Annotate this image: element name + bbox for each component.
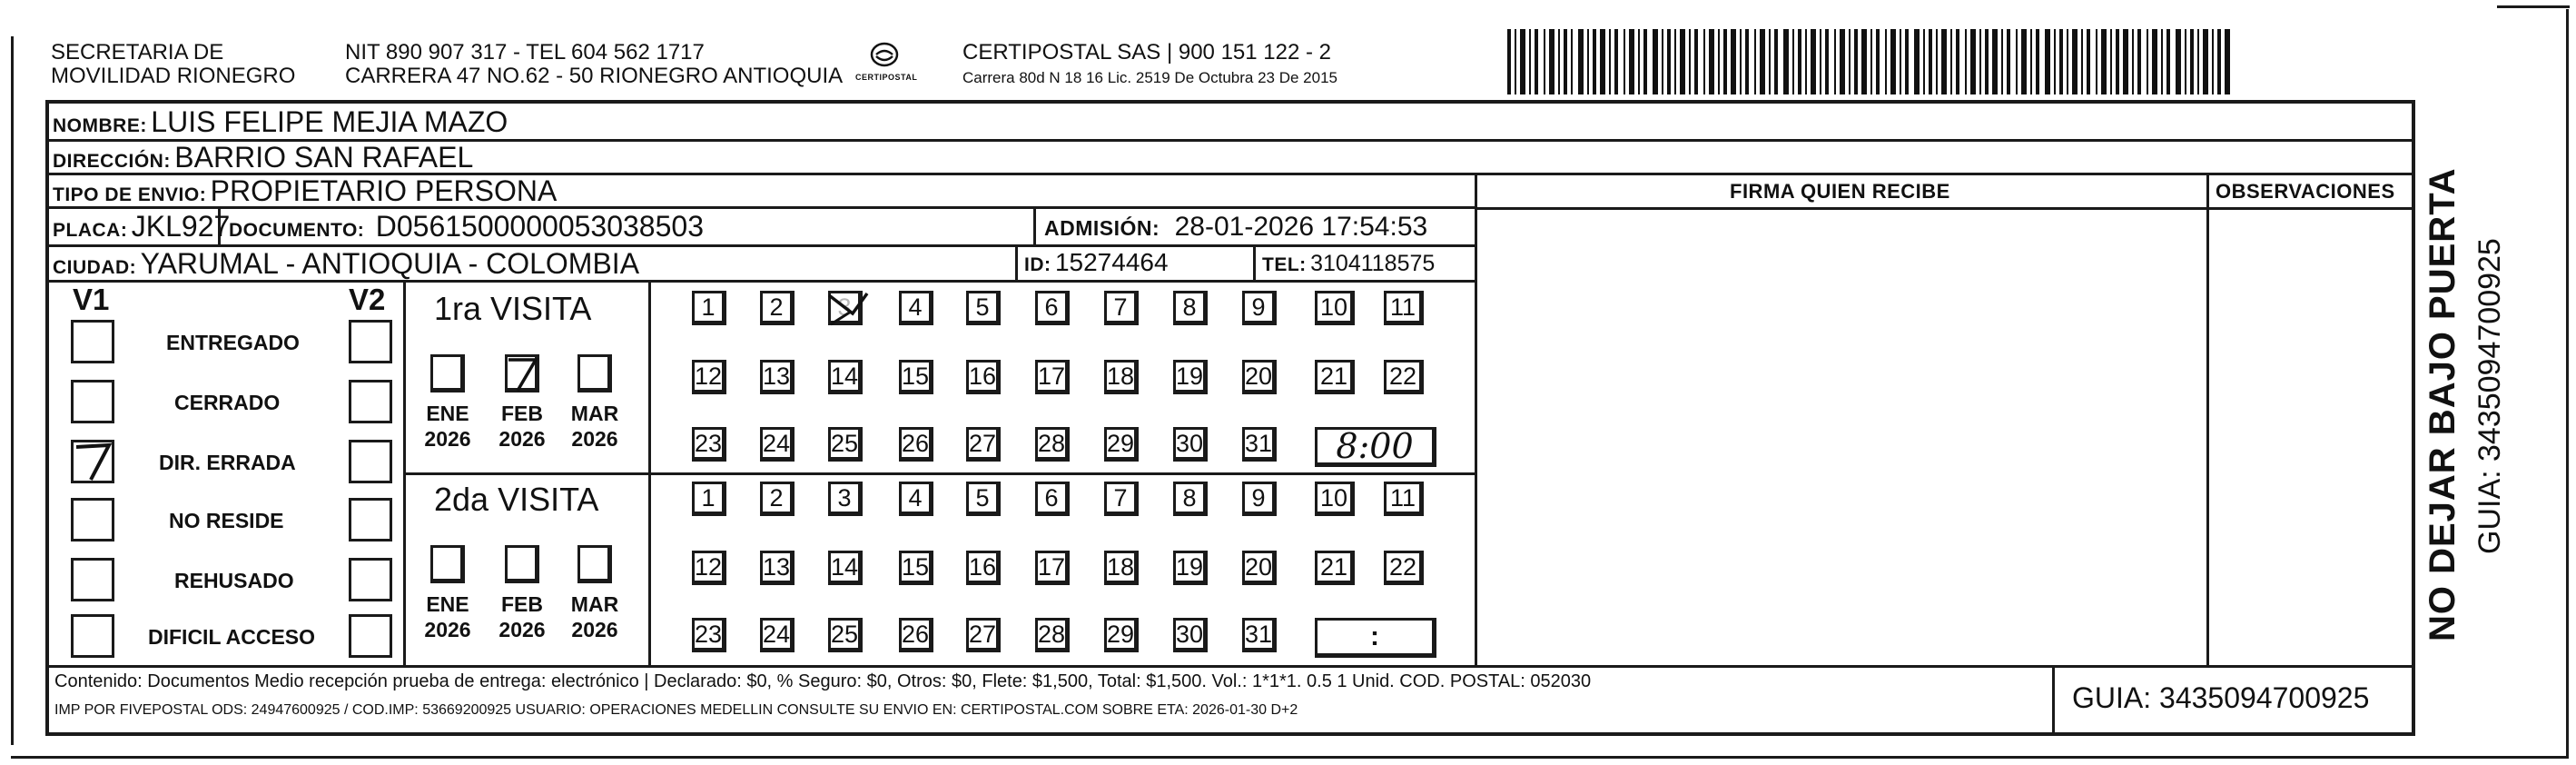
tipo-label: TIPO DE ENVIO: [53, 184, 207, 205]
day-box[interactable] [1035, 482, 1070, 516]
day-number: 6 [1044, 483, 1059, 512]
tel-value: 3104118575 [1310, 251, 1436, 276]
ciudad-cell [53, 249, 639, 278]
tipo-row [53, 176, 557, 205]
day-box[interactable] [692, 291, 726, 325]
day-number: 13 [762, 552, 791, 581]
id-cell [1024, 250, 1169, 275]
month-checkbox[interactable] [505, 545, 539, 583]
day-number: 31 [1244, 429, 1273, 457]
day-number: 27 [968, 620, 997, 648]
ciudad-label: CIUDAD: [53, 257, 137, 278]
day-number: 2 [769, 483, 784, 512]
day-number: 27 [968, 429, 997, 457]
month-year: 2026 [498, 426, 546, 451]
footer-line [45, 665, 2415, 668]
day-number: 11 [1389, 293, 1416, 321]
day-number: 8 [1182, 293, 1197, 321]
day-number: 3 [837, 293, 852, 321]
month-name: FEB [501, 592, 543, 616]
day-box[interactable] [760, 618, 795, 652]
month-name: ENE [426, 402, 469, 425]
day-box[interactable] [828, 551, 863, 585]
day-box[interactable] [899, 551, 933, 585]
day-box[interactable] [966, 291, 1001, 325]
v2-checkbox[interactable] [349, 614, 392, 658]
bottom-edge-line [11, 756, 2567, 759]
day-box[interactable] [899, 360, 933, 394]
day-box[interactable] [692, 427, 726, 462]
time-value: 8:00 [1336, 426, 1414, 466]
month-name: MAR [570, 402, 619, 425]
day-box[interactable] [1242, 482, 1277, 516]
observaciones-header: OBSERVACIONES [2216, 180, 2395, 203]
day-number: 7 [1113, 293, 1128, 321]
footer-imp: IMP POR FIVEPOSTAL ODS: 24947600925 / COD.IMP: 53669200925 USUARIO: OPERACIONES MEDELLIN CONSULTE SU ENVIO EN: CERTIPOSTAL.COM SOBRE ETA: 2026-01-30 D+2 [54, 702, 1298, 718]
admision-cell [1044, 214, 1427, 241]
day-number: 31 [1244, 620, 1273, 648]
day-box[interactable] [899, 482, 933, 516]
cell-divider [1253, 246, 1256, 280]
admision-label: ADMISIÓN: [1044, 216, 1160, 240]
day-box[interactable] [1104, 427, 1139, 462]
day-box[interactable] [1035, 360, 1070, 394]
month-checkbox[interactable] [577, 354, 612, 392]
day-number: 23 [694, 620, 723, 648]
day-box[interactable] [1173, 360, 1208, 394]
day-box[interactable] [1242, 551, 1277, 585]
day-number: 24 [762, 429, 791, 457]
time-box[interactable] [1315, 427, 1436, 467]
v2-header: V2 [349, 283, 386, 316]
day-number: 23 [694, 429, 723, 457]
check-mark-icon [71, 440, 114, 483]
month-label [495, 402, 549, 452]
day-box[interactable] [828, 618, 863, 652]
day-box[interactable] [760, 360, 795, 394]
day-box[interactable] [966, 482, 1001, 516]
status-label: ENTREGADO [166, 331, 300, 354]
day-number: 13 [762, 362, 791, 390]
day-number: 24 [762, 620, 791, 648]
day-box[interactable] [899, 618, 933, 652]
month-checkbox[interactable] [430, 545, 465, 583]
license-line: Carrera 80d N 18 16 Lic. 2519 De Octubra 23 De 2015 [962, 69, 1337, 86]
day-number: 18 [1106, 362, 1135, 390]
admision-value: 28-01-2026 17:54:53 [1174, 212, 1428, 242]
placa-label: PLACA: [53, 220, 128, 241]
v1-header: V1 [73, 283, 110, 316]
documento-cell [229, 212, 704, 241]
month-year: 2026 [571, 426, 618, 451]
day-number: 28 [1037, 620, 1066, 648]
day-box[interactable] [966, 618, 1001, 652]
day-box[interactable] [1035, 427, 1070, 462]
day-number: 25 [830, 429, 859, 457]
day-number: 17 [1037, 362, 1066, 390]
day-box[interactable] [1173, 427, 1208, 462]
day-box[interactable] [828, 360, 863, 394]
month-label [420, 592, 475, 642]
id-label: ID: [1024, 254, 1051, 275]
day-number: 29 [1106, 429, 1135, 457]
day-number: 9 [1251, 483, 1266, 512]
day-number: 20 [1244, 552, 1273, 581]
day-box[interactable] [1384, 551, 1424, 585]
day-number: 1 [701, 293, 716, 321]
org-contact [345, 42, 843, 87]
day-box[interactable] [1315, 291, 1355, 325]
month-year: 2026 [498, 617, 546, 641]
day-number: 5 [975, 293, 990, 321]
day-box[interactable] [692, 360, 726, 394]
cell-divider [1015, 246, 1018, 280]
v2-checkbox[interactable] [349, 380, 392, 423]
tipo-value: PROPIETARIO PERSONA [210, 174, 558, 207]
placa-value: JKL927 [131, 210, 231, 243]
day-box[interactable] [1384, 291, 1424, 325]
month-label [568, 592, 622, 642]
day-box[interactable] [1315, 551, 1355, 585]
v2-checkbox[interactable] [349, 320, 392, 363]
day-number: 26 [901, 429, 930, 457]
documento-value: D0561500000053038503 [375, 210, 704, 243]
tel-cell [1262, 253, 1435, 275]
day-number: 12 [694, 552, 723, 581]
day-box[interactable] [1242, 427, 1277, 462]
day-number: 9 [1251, 293, 1266, 321]
day-box[interactable] [1035, 291, 1070, 325]
id-value: 15274464 [1054, 248, 1169, 276]
day-box[interactable] [1173, 291, 1208, 325]
day-box[interactable] [1315, 482, 1355, 516]
day-number: 11 [1389, 483, 1416, 512]
v1-checkbox[interactable] [71, 614, 114, 658]
company-line: CERTIPOSTAL SAS | 900 151 122 - 2 [962, 40, 1331, 65]
day-number: 1 [701, 483, 716, 512]
day-box[interactable] [1104, 360, 1139, 394]
corner-mark [2497, 5, 2570, 8]
day-box[interactable] [1104, 618, 1139, 652]
barcode [1507, 29, 2230, 94]
nombre-label: NOMBRE: [53, 115, 147, 136]
day-box[interactable] [966, 360, 1001, 394]
status-label: CERRADO [174, 391, 281, 414]
day-number: 17 [1037, 552, 1066, 581]
day-box[interactable] [899, 427, 933, 462]
month-checkbox[interactable] [505, 354, 539, 392]
day-number: 26 [901, 620, 930, 648]
day-box[interactable] [828, 427, 863, 462]
tel-label: TEL: [1262, 254, 1307, 275]
org-line-1: SECRETARIA DE [51, 40, 224, 65]
month-year: 2026 [571, 617, 618, 641]
observaciones-left-border [2206, 174, 2209, 667]
day-number: 4 [908, 483, 923, 512]
month-label [495, 592, 549, 642]
check-mark-icon [505, 354, 539, 392]
documento-label: DOCUMENTO: [229, 220, 365, 241]
day-box[interactable] [966, 551, 1001, 585]
day-number: 10 [1319, 483, 1348, 512]
direccion-value: BARRIO SAN RAFAEL [174, 141, 474, 174]
status-label: DIFICIL ACCESO [148, 625, 316, 649]
day-number: 19 [1175, 552, 1204, 581]
day-box[interactable] [1242, 360, 1277, 394]
day-number: 3 [837, 483, 852, 512]
day-box[interactable] [1384, 360, 1424, 394]
check-mark-icon [825, 288, 873, 328]
day-number: 19 [1175, 362, 1204, 390]
day-number: 12 [694, 362, 723, 390]
day-number: 7 [1113, 483, 1128, 512]
month-checkbox[interactable] [577, 545, 612, 583]
day-box[interactable] [828, 291, 863, 325]
v2-checkbox[interactable] [349, 440, 392, 483]
certipostal-logo [848, 36, 921, 91]
month-year: 2026 [424, 426, 471, 451]
ciudad-value: YARUMAL - ANTIOQUIA - COLOMBIA [140, 247, 640, 280]
time-value: : [1370, 621, 1379, 651]
month-name: MAR [570, 592, 619, 616]
nit-line: NIT 890 907 317 - TEL 604 562 1717 [345, 40, 705, 65]
direccion-row [53, 143, 473, 172]
v1-checkbox[interactable] [71, 558, 114, 601]
day-number: 2 [769, 293, 784, 321]
day-number: 10 [1319, 293, 1348, 321]
day-number: 16 [968, 552, 997, 581]
day-box[interactable] [1173, 482, 1208, 516]
day-box[interactable] [760, 551, 795, 585]
day-number: 14 [830, 552, 859, 581]
day-number: 15 [901, 552, 930, 581]
day-number: 18 [1106, 552, 1135, 581]
v1-checkbox[interactable] [71, 440, 114, 483]
address-line: CARRERA 47 NO.62 - 50 RIONEGRO ANTIOQUIA [345, 64, 844, 88]
day-box[interactable] [966, 427, 1001, 462]
side-warning: NO DEJAR BAJO PUERTA [2423, 167, 2462, 641]
visit-divider [403, 472, 1476, 475]
day-box[interactable] [828, 482, 863, 516]
firma-header: FIRMA QUIEN RECIBE [1730, 180, 1950, 203]
day-number: 21 [1319, 552, 1348, 581]
day-number: 20 [1244, 362, 1273, 390]
side-guia: GUIA: 3435094700925 [2472, 238, 2507, 554]
day-box[interactable] [692, 618, 726, 652]
day-number: 15 [901, 362, 930, 390]
day-box[interactable] [1104, 291, 1139, 325]
day-box[interactable] [1173, 551, 1208, 585]
day-number: 6 [1044, 293, 1059, 321]
day-number: 16 [968, 362, 997, 390]
day-box[interactable] [760, 291, 795, 325]
cell-divider [1033, 208, 1036, 244]
day-box[interactable] [1035, 618, 1070, 652]
day-number: 14 [830, 362, 859, 390]
status-label: NO RESIDE [169, 509, 284, 532]
v1-checkbox[interactable] [71, 498, 114, 541]
visit-title: 2da VISITA [434, 481, 599, 518]
footer-divider [2052, 667, 2055, 736]
day-number: 30 [1175, 429, 1204, 457]
day-number: 22 [1388, 552, 1417, 581]
day-number: 28 [1037, 429, 1066, 457]
month-label [568, 402, 622, 452]
day-box[interactable] [1104, 482, 1139, 516]
day-box[interactable] [1104, 551, 1139, 585]
day-number: 30 [1175, 620, 1204, 648]
placa-cell [53, 212, 230, 241]
org-line-2: MOVILIDAD RIONEGRO [51, 64, 296, 88]
footer-contenido: Contenido: Documentos Medio recepción prueba de entrega: electrónico | Declarado: $0, % Seguro: $0, Otros: $0, Flete: $1,500, Total: $1,500. Vol.: 1*1*1. 0.5 1 Unid. COD. POSTAL: 052030 [54, 671, 1592, 691]
firma-left-border [1475, 174, 1477, 667]
barcode-graphic [1507, 29, 2230, 94]
day-box[interactable] [1035, 551, 1070, 585]
month-year: 2026 [424, 617, 471, 641]
day-number: 4 [908, 293, 923, 321]
day-box[interactable] [760, 482, 795, 516]
month-name: ENE [426, 592, 469, 616]
month-checkbox[interactable] [430, 354, 465, 392]
org-name [51, 42, 295, 87]
footer-guia: GUIA: 3435094700925 [2072, 681, 2370, 714]
day-number: 29 [1106, 620, 1135, 648]
day-number: 5 [975, 483, 990, 512]
day-box[interactable] [1242, 618, 1277, 652]
v2-checkbox[interactable] [349, 498, 392, 541]
day-box[interactable] [1173, 618, 1208, 652]
right-edge-line [2566, 9, 2569, 759]
day-box[interactable] [1242, 291, 1277, 325]
month-label [420, 402, 475, 452]
v2-checkbox[interactable] [349, 558, 392, 601]
month-name: FEB [501, 402, 543, 425]
day-number: 21 [1319, 362, 1348, 390]
day-box[interactable] [692, 551, 726, 585]
nombre-value: LUIS FELIPE MEJIA MAZO [151, 105, 508, 138]
status-label: DIR. ERRADA [159, 451, 296, 474]
status-label: REHUSADO [174, 569, 294, 592]
v1-checkbox[interactable] [71, 380, 114, 423]
row-line [45, 280, 1476, 283]
day-number: 22 [1388, 362, 1417, 390]
nombre-row [53, 107, 508, 136]
logo-text: CERTIPOSTAL [855, 73, 918, 82]
day-number: 8 [1182, 483, 1197, 512]
day-box[interactable] [1315, 360, 1355, 394]
day-box[interactable] [899, 291, 933, 325]
v1-checkbox[interactable] [71, 320, 114, 363]
day-box[interactable] [1384, 482, 1424, 516]
direccion-label: DIRECCIÓN: [53, 151, 171, 172]
day-box[interactable] [760, 427, 795, 462]
row-line [1476, 207, 2415, 210]
time-box[interactable] [1315, 618, 1436, 658]
day-number: 25 [830, 620, 859, 648]
day-box[interactable] [692, 482, 726, 516]
visit-title: 1ra VISITA [434, 290, 592, 327]
left-edge-line [11, 36, 14, 745]
